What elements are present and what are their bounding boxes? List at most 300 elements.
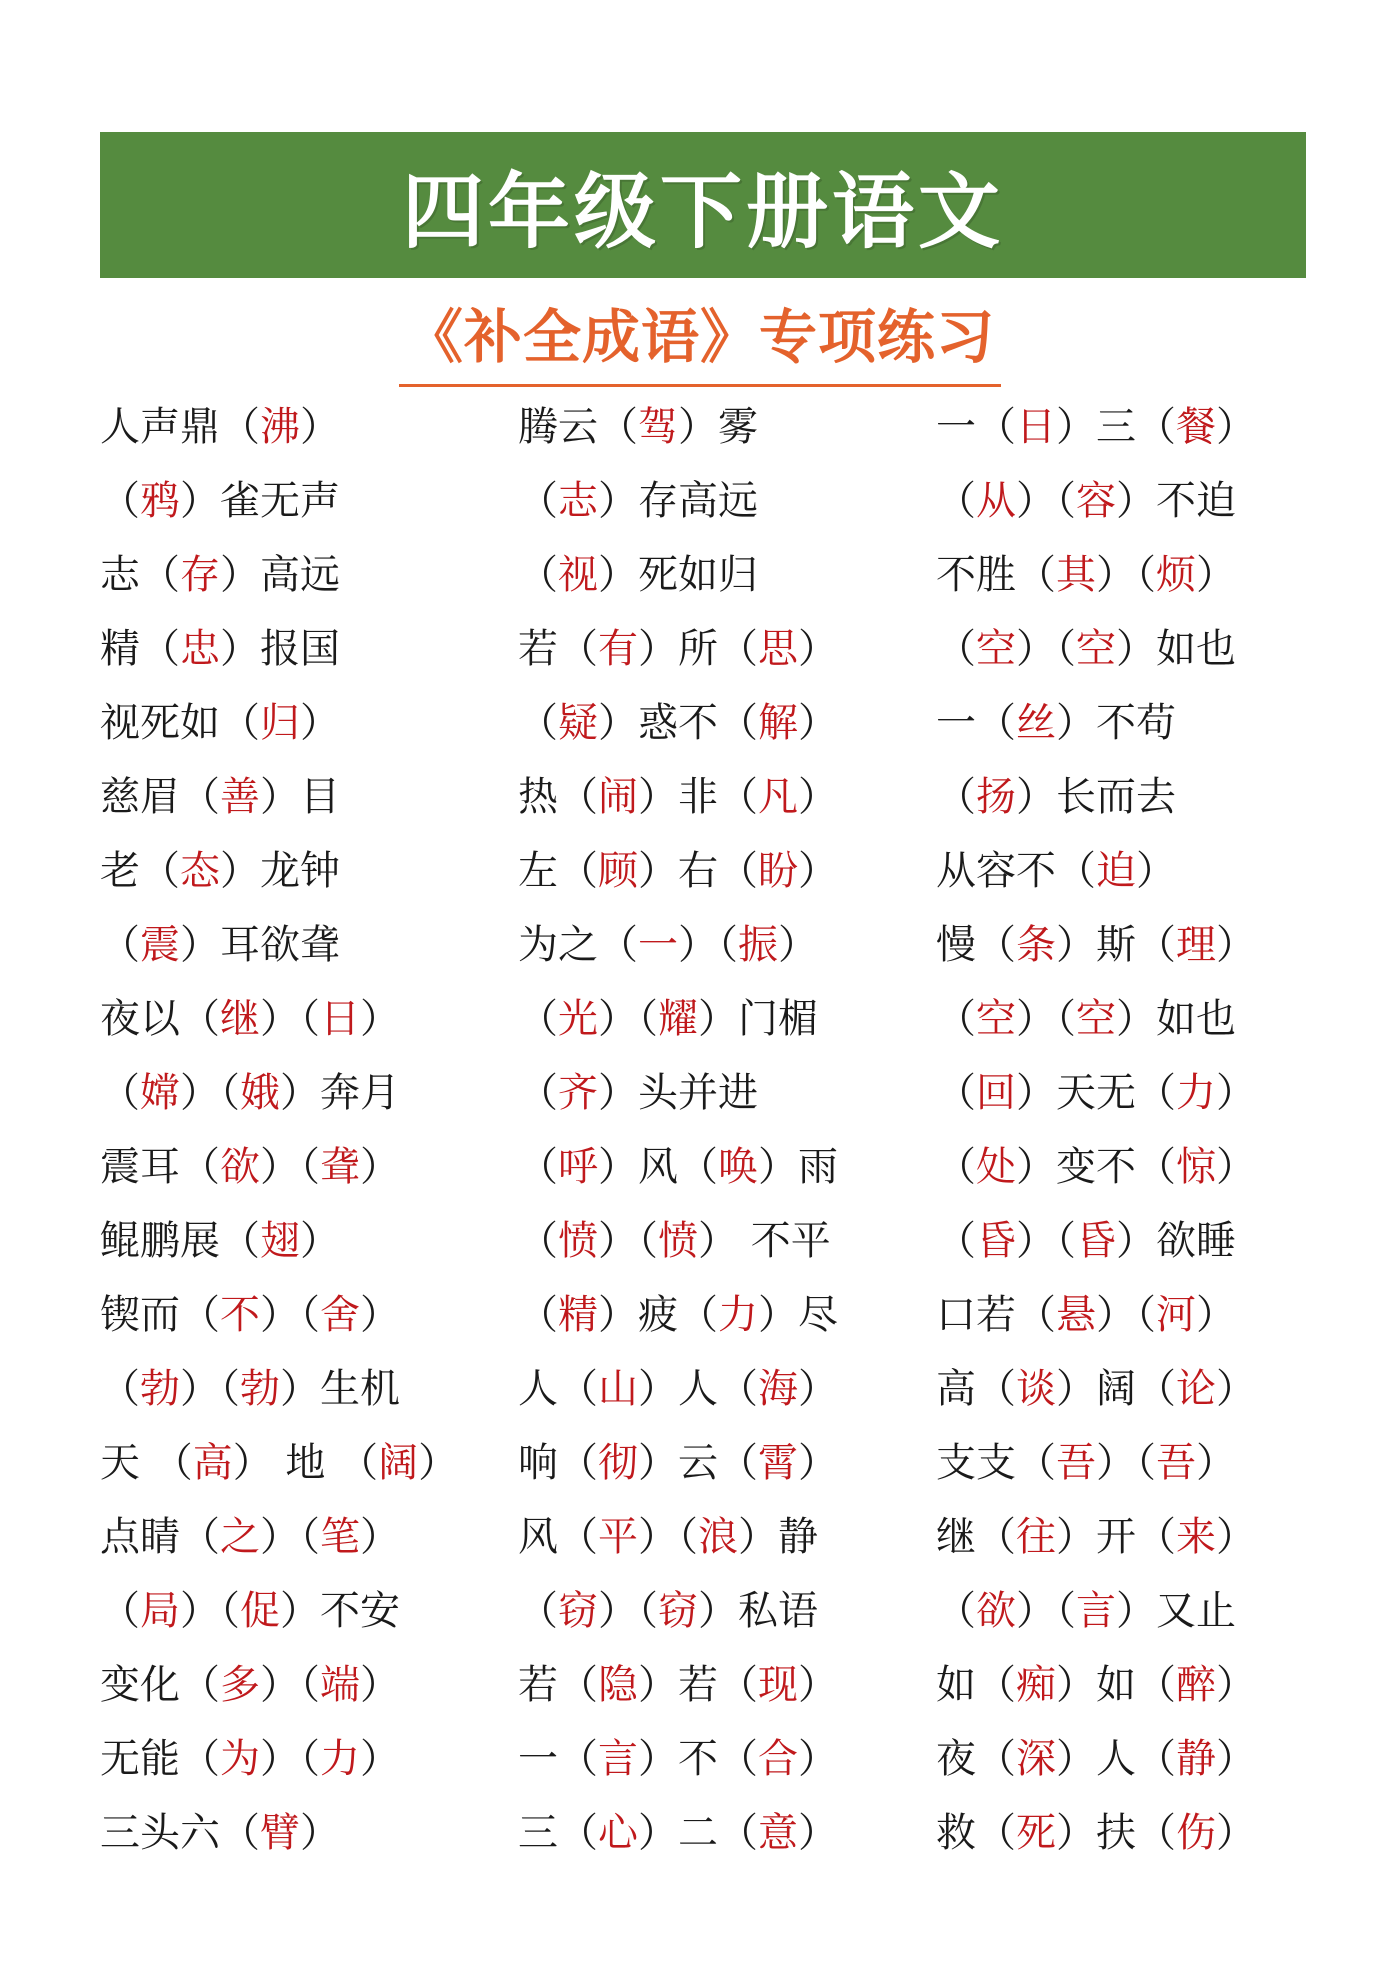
idiom-text: 一（	[518, 1736, 598, 1782]
idiom-item	[100, 760, 518, 834]
answer-char: 视	[558, 552, 598, 598]
idiom-text: ）	[1216, 1736, 1256, 1782]
idiom-text: ）	[1196, 1440, 1236, 1486]
answer-char: 聋	[320, 1144, 360, 1190]
answer-char: 痴	[1016, 1662, 1056, 1708]
idiom-text: ）私语	[698, 1588, 818, 1634]
answer-char: 论	[1176, 1366, 1216, 1412]
idiom-item	[100, 1500, 518, 1574]
idiom-text: 锲而（	[100, 1292, 220, 1338]
idiom-item	[936, 1278, 1340, 1352]
idiom-text: 高（	[936, 1366, 1016, 1412]
answer-char: 隐	[598, 1662, 638, 1708]
answer-char: 条	[1016, 922, 1056, 968]
idiom-text: ）	[300, 1218, 340, 1264]
idiom-text: 老（	[100, 848, 180, 894]
answer-char: 空	[1076, 996, 1116, 1042]
idiom-text: ）	[1196, 1292, 1236, 1338]
idiom-item	[936, 908, 1340, 982]
idiom-item	[936, 1574, 1340, 1648]
idiom-item	[518, 686, 936, 760]
idiom-item	[518, 390, 936, 464]
idiom-text: ）生机	[280, 1366, 400, 1412]
idiom-text: ）云（	[638, 1440, 758, 1486]
idiom-item	[100, 1352, 518, 1426]
idiom-text: ）（	[1016, 996, 1076, 1042]
idiom-text: ）（	[260, 1514, 320, 1560]
answer-char: 解	[758, 700, 798, 746]
answer-char: 思	[758, 626, 798, 672]
idiom-text: ）右（	[638, 848, 758, 894]
idiom-text: ）（	[180, 1070, 240, 1116]
idiom-text: ）头并进	[598, 1070, 758, 1116]
idiom-text: ）（	[1096, 1440, 1156, 1486]
idiom-item	[518, 612, 936, 686]
idiom-text: ）（	[260, 1144, 320, 1190]
answer-char: 深	[1016, 1736, 1056, 1782]
answer-char: 有	[598, 626, 638, 672]
answer-char: 昏	[1076, 1218, 1116, 1264]
idiom-text: ）不迫	[1116, 478, 1236, 524]
idiom-text: ）如（	[1056, 1662, 1176, 1708]
answer-char: 愤	[658, 1218, 698, 1264]
idiom-item	[518, 1796, 936, 1870]
idiom-text: ）	[1216, 404, 1256, 450]
idiom-item	[100, 612, 518, 686]
page-subtitle: 《补全成语》专项练习	[399, 290, 1001, 387]
idiom-text: ）	[300, 1810, 340, 1856]
idiom-text: ）雨	[758, 1144, 838, 1190]
idiom-text: ）雾	[678, 404, 758, 450]
answer-char: 彻	[598, 1440, 638, 1486]
idiom-item	[100, 464, 518, 538]
idiom-text: ）	[798, 1366, 838, 1412]
answer-char: 吾	[1056, 1440, 1096, 1486]
idiom-text: 慈眉（	[100, 774, 220, 820]
answer-char: 空	[1076, 626, 1116, 672]
idiom-text: ）目	[260, 774, 340, 820]
answer-char: 现	[758, 1662, 798, 1708]
idiom-item	[518, 908, 936, 982]
idiom-text: ）	[360, 1292, 400, 1338]
idiom-item	[100, 1796, 518, 1870]
idiom-item	[100, 1130, 518, 1204]
idiom-text: （	[100, 922, 140, 968]
idiom-item	[518, 1722, 936, 1796]
answer-char: 盼	[758, 848, 798, 894]
idiom-text: ）	[798, 1440, 838, 1486]
answer-char: 欲	[220, 1144, 260, 1190]
answer-char: 空	[976, 626, 1016, 672]
idiom-text: ）不苟	[1056, 700, 1176, 746]
answer-char: 丝	[1016, 700, 1056, 746]
answer-char: 浪	[698, 1514, 738, 1560]
idiom-text: （	[100, 1070, 140, 1116]
idiom-item	[936, 1500, 1340, 1574]
idiom-text: ）欲睡	[1116, 1218, 1236, 1264]
answer-char: 力	[1176, 1070, 1216, 1116]
idiom-text: （	[518, 996, 558, 1042]
idiom-text: ）	[360, 1514, 400, 1560]
idiom-text: ）（	[260, 1662, 320, 1708]
idiom-text: 人声鼎（	[100, 404, 260, 450]
idiom-text: ）尽	[758, 1292, 838, 1338]
idiom-text: 震耳（	[100, 1144, 220, 1190]
idiom-text: ）疲（	[598, 1292, 718, 1338]
idiom-text: （	[936, 774, 976, 820]
answer-char: 从	[976, 478, 1016, 524]
idiom-text: ）	[778, 922, 818, 968]
idiom-text: ）（	[260, 996, 320, 1042]
idiom-text: 救（	[936, 1810, 1016, 1856]
answer-char: 齐	[558, 1070, 598, 1116]
answer-char: 唤	[718, 1144, 758, 1190]
idiom-text: ）	[1136, 848, 1176, 894]
idiom-item	[100, 686, 518, 760]
idiom-text: ）门楣	[698, 996, 818, 1042]
idiom-text: ）（	[1096, 552, 1156, 598]
idiom-text: ）人（	[1056, 1736, 1176, 1782]
idiom-text: ）（	[1016, 626, 1076, 672]
answer-char: 闹	[598, 774, 638, 820]
idiom-text: ）耳欲聋	[180, 922, 340, 968]
idiom-text: （	[100, 478, 140, 524]
answer-char: 鸦	[140, 478, 180, 524]
idiom-item	[518, 1648, 936, 1722]
idiom-text: ）不（	[638, 1736, 758, 1782]
answer-char: 为	[220, 1736, 260, 1782]
idiom-text: 腾云（	[518, 404, 638, 450]
idiom-text: ）若（	[638, 1662, 758, 1708]
idiom-item	[518, 464, 936, 538]
answer-char: 扬	[976, 774, 1016, 820]
answer-char: 端	[320, 1662, 360, 1708]
idiom-text: （	[936, 478, 976, 524]
answer-char: 振	[738, 922, 778, 968]
idiom-item	[518, 982, 936, 1056]
idiom-text: ）（	[598, 1218, 658, 1264]
answer-char: 一	[638, 922, 678, 968]
answer-char: 阔	[378, 1440, 419, 1486]
idiom-item	[518, 1352, 936, 1426]
answer-char: 笔	[320, 1514, 360, 1560]
idiom-item	[936, 1352, 1340, 1426]
idiom-text: 若（	[518, 626, 598, 672]
idiom-item	[936, 834, 1340, 908]
idiom-text: ）扶（	[1056, 1810, 1176, 1856]
idiom-text: ）（	[180, 1588, 240, 1634]
answer-char: 合	[758, 1736, 798, 1782]
idiom-text: ）	[1216, 1662, 1256, 1708]
idiom-text: 慢（	[936, 922, 1016, 968]
idiom-item	[936, 1204, 1340, 1278]
answer-char: 河	[1156, 1292, 1196, 1338]
idiom-text: ）不安	[280, 1588, 400, 1634]
answer-char: 醉	[1176, 1662, 1216, 1708]
idiom-text: 人（	[518, 1366, 598, 1412]
idiom-text: （	[518, 1588, 558, 1634]
idiom-text: ）非（	[638, 774, 758, 820]
answer-char: 窃	[558, 1588, 598, 1634]
answer-char: 勃	[240, 1366, 280, 1412]
idiom-item	[100, 390, 518, 464]
idiom-text: 热（	[518, 774, 598, 820]
answer-char: 昏	[976, 1218, 1016, 1264]
answer-char: 惊	[1176, 1144, 1216, 1190]
answer-char: 霄	[758, 1440, 798, 1486]
answer-char: 高	[192, 1440, 233, 1486]
answer-char: 欲	[976, 1588, 1016, 1634]
title-banner	[100, 132, 1306, 278]
idiom-text: 为之（	[518, 922, 638, 968]
answer-char: 沸	[260, 404, 300, 450]
idiom-item	[518, 834, 936, 908]
idiom-text: 夜以（	[100, 996, 220, 1042]
idiom-text: ）（	[260, 1292, 320, 1338]
answer-char: 往	[1016, 1514, 1056, 1560]
idiom-text: 三头六（	[100, 1810, 260, 1856]
idiom-item	[100, 538, 518, 612]
answer-char: 志	[558, 478, 598, 524]
idiom-text: ）报国	[220, 626, 340, 672]
idiom-item	[936, 760, 1340, 834]
page-title: 四年级下册语文	[401, 164, 1004, 260]
idiom-text: 继（	[936, 1514, 1016, 1560]
idiom-text: ）	[798, 774, 838, 820]
idiom-text: ）龙钟	[220, 848, 340, 894]
idiom-item	[100, 908, 518, 982]
idiom-grid	[100, 390, 1340, 1870]
idiom-text: （	[936, 996, 976, 1042]
idiom-text: ）存高远	[598, 478, 758, 524]
idiom-item	[936, 686, 1340, 760]
idiom-text: ）如也	[1116, 996, 1236, 1042]
answer-char: 伤	[1176, 1810, 1216, 1856]
idiom-text: 三（	[518, 1810, 598, 1856]
idiom-text: 天 （	[100, 1440, 193, 1486]
idiom-text: ）开（	[1056, 1514, 1176, 1560]
idiom-item	[936, 1426, 1340, 1500]
answer-char: 光	[558, 996, 598, 1042]
answer-char: 勃	[140, 1366, 180, 1412]
idiom-text: ）奔月	[280, 1070, 400, 1116]
answer-char: 言	[1076, 1588, 1116, 1634]
idiom-text: ）	[798, 700, 838, 746]
answer-char: 归	[260, 700, 300, 746]
idiom-item	[100, 1204, 518, 1278]
idiom-item	[100, 1648, 518, 1722]
idiom-text: （	[100, 1366, 140, 1412]
idiom-text: ）三（	[1056, 404, 1176, 450]
idiom-text: （	[518, 478, 558, 524]
idiom-item	[936, 390, 1340, 464]
answer-char: 理	[1176, 922, 1216, 968]
answer-char: 翅	[260, 1218, 300, 1264]
idiom-text: ）（	[180, 1366, 240, 1412]
idiom-text: 不胜（	[936, 552, 1056, 598]
answer-char: 言	[598, 1736, 638, 1782]
idiom-text: ）长而去	[1016, 774, 1176, 820]
answer-char: 之	[220, 1514, 260, 1560]
answer-char: 娥	[240, 1070, 280, 1116]
answer-char: 日	[320, 996, 360, 1042]
idiom-item	[100, 1426, 518, 1500]
answer-char: 海	[758, 1366, 798, 1412]
idiom-text: ）（	[1016, 478, 1076, 524]
idiom-text: ）	[360, 1662, 400, 1708]
answer-char: 驾	[638, 404, 678, 450]
idiom-item	[936, 1056, 1340, 1130]
answer-char: 精	[558, 1292, 598, 1338]
answer-char: 容	[1076, 478, 1116, 524]
answer-char: 日	[1016, 404, 1056, 450]
answer-char: 局	[140, 1588, 180, 1634]
answer-char: 力	[718, 1292, 758, 1338]
idiom-text: 夜（	[936, 1736, 1016, 1782]
idiom-text: 从容不（	[936, 848, 1096, 894]
idiom-text: ）又止	[1116, 1588, 1236, 1634]
idiom-item	[518, 760, 936, 834]
idiom-item	[100, 1574, 518, 1648]
answer-char: 善	[220, 774, 260, 820]
idiom-text: ）所（	[638, 626, 758, 672]
idiom-text: ）雀无声	[180, 478, 340, 524]
idiom-text: 志（	[100, 552, 180, 598]
answer-char: 多	[220, 1662, 260, 1708]
answer-char: 平	[598, 1514, 638, 1560]
idiom-text: 风（	[518, 1514, 598, 1560]
answer-char: 继	[220, 996, 260, 1042]
idiom-text: ）（	[638, 1514, 698, 1560]
idiom-text: 如（	[936, 1662, 1016, 1708]
idiom-item	[100, 1278, 518, 1352]
idiom-item	[936, 982, 1340, 1056]
idiom-text: ）风（	[598, 1144, 718, 1190]
answer-char: 谈	[1016, 1366, 1056, 1412]
idiom-item	[936, 612, 1340, 686]
idiom-text: ）	[360, 996, 400, 1042]
idiom-text: ）	[798, 1662, 838, 1708]
answer-char: 空	[976, 996, 1016, 1042]
idiom-text: ）	[360, 1736, 400, 1782]
answer-char: 意	[758, 1810, 798, 1856]
idiom-text: ）	[798, 626, 838, 672]
answer-char: 凡	[758, 774, 798, 820]
idiom-text: （	[936, 626, 976, 672]
idiom-text: 左（	[518, 848, 598, 894]
idiom-text: （	[936, 1144, 976, 1190]
idiom-item	[518, 1500, 936, 1574]
answer-char: 舍	[320, 1292, 360, 1338]
answer-char: 处	[976, 1144, 1016, 1190]
answer-char: 态	[180, 848, 220, 894]
idiom-text: （	[936, 1588, 976, 1634]
idiom-text: ）（	[260, 1736, 320, 1782]
answer-char: 不	[220, 1292, 260, 1338]
idiom-text: ）	[1216, 922, 1256, 968]
idiom-text: 变化（	[100, 1662, 220, 1708]
answer-char: 呼	[558, 1144, 598, 1190]
idiom-text: ）惑不（	[598, 700, 758, 746]
idiom-text: ）变不（	[1016, 1144, 1176, 1190]
idiom-text: ）（	[1016, 1588, 1076, 1634]
idiom-item	[100, 1056, 518, 1130]
idiom-text: ）静	[738, 1514, 818, 1560]
idiom-text: 一（	[936, 404, 1016, 450]
idiom-item	[936, 464, 1340, 538]
idiom-text: ）	[1216, 1810, 1256, 1856]
idiom-item	[100, 834, 518, 908]
idiom-text: ）	[1216, 1144, 1256, 1190]
idiom-text: （	[518, 1292, 558, 1338]
answer-char: 疑	[558, 700, 598, 746]
idiom-text: 无能（	[100, 1736, 220, 1782]
answer-char: 窃	[658, 1588, 698, 1634]
answer-char: 顾	[598, 848, 638, 894]
answer-char: 烦	[1156, 552, 1196, 598]
idiom-text: 响（	[518, 1440, 598, 1486]
idiom-item	[936, 538, 1340, 612]
idiom-text: ）	[300, 404, 340, 450]
answer-char: 力	[320, 1736, 360, 1782]
idiom-text: 若（	[518, 1662, 598, 1708]
answer-char: 回	[976, 1070, 1016, 1116]
idiom-item	[936, 1648, 1340, 1722]
answer-char: 吾	[1156, 1440, 1196, 1486]
answer-char: 心	[598, 1810, 638, 1856]
answer-char: 迫	[1096, 848, 1136, 894]
answer-char: 死	[1016, 1810, 1056, 1856]
idiom-text: ）（	[1016, 1218, 1076, 1264]
idiom-text: （	[518, 552, 558, 598]
idiom-item	[518, 1278, 936, 1352]
idiom-text: （	[100, 1588, 140, 1634]
idiom-item	[518, 538, 936, 612]
idiom-text: ）	[1196, 552, 1236, 598]
idiom-text: 点睛（	[100, 1514, 220, 1560]
idiom-text: （	[518, 1144, 558, 1190]
idiom-text: （	[518, 1218, 558, 1264]
idiom-text: ） 不平	[698, 1218, 831, 1264]
answer-char: 臂	[260, 1810, 300, 1856]
idiom-text: ）高远	[220, 552, 340, 598]
idiom-item	[936, 1796, 1340, 1870]
idiom-text: ）如也	[1116, 626, 1236, 672]
idiom-text: ）	[1216, 1514, 1256, 1560]
idiom-text: ）	[418, 1440, 459, 1486]
answer-char: 来	[1176, 1514, 1216, 1560]
idiom-text: （	[936, 1218, 976, 1264]
idiom-text: ）天无（	[1016, 1070, 1176, 1116]
idiom-text: ）	[798, 1810, 838, 1856]
answer-char: 促	[240, 1588, 280, 1634]
answer-char: 嫦	[140, 1070, 180, 1116]
idiom-text: ）阔（	[1056, 1366, 1176, 1412]
idiom-item	[518, 1574, 936, 1648]
idiom-text: ）斯（	[1056, 922, 1176, 968]
idiom-text: 鲲鹏展（	[100, 1218, 260, 1264]
subtitle-container	[0, 290, 1400, 387]
idiom-item	[100, 982, 518, 1056]
answer-char: 静	[1176, 1736, 1216, 1782]
idiom-text: ）	[798, 848, 838, 894]
idiom-text: （	[518, 1070, 558, 1116]
answer-char: 耀	[658, 996, 698, 1042]
idiom-text: 一（	[936, 700, 1016, 746]
idiom-text: ）（	[1096, 1292, 1156, 1338]
idiom-text: ）	[1216, 1070, 1256, 1116]
idiom-item	[100, 1722, 518, 1796]
